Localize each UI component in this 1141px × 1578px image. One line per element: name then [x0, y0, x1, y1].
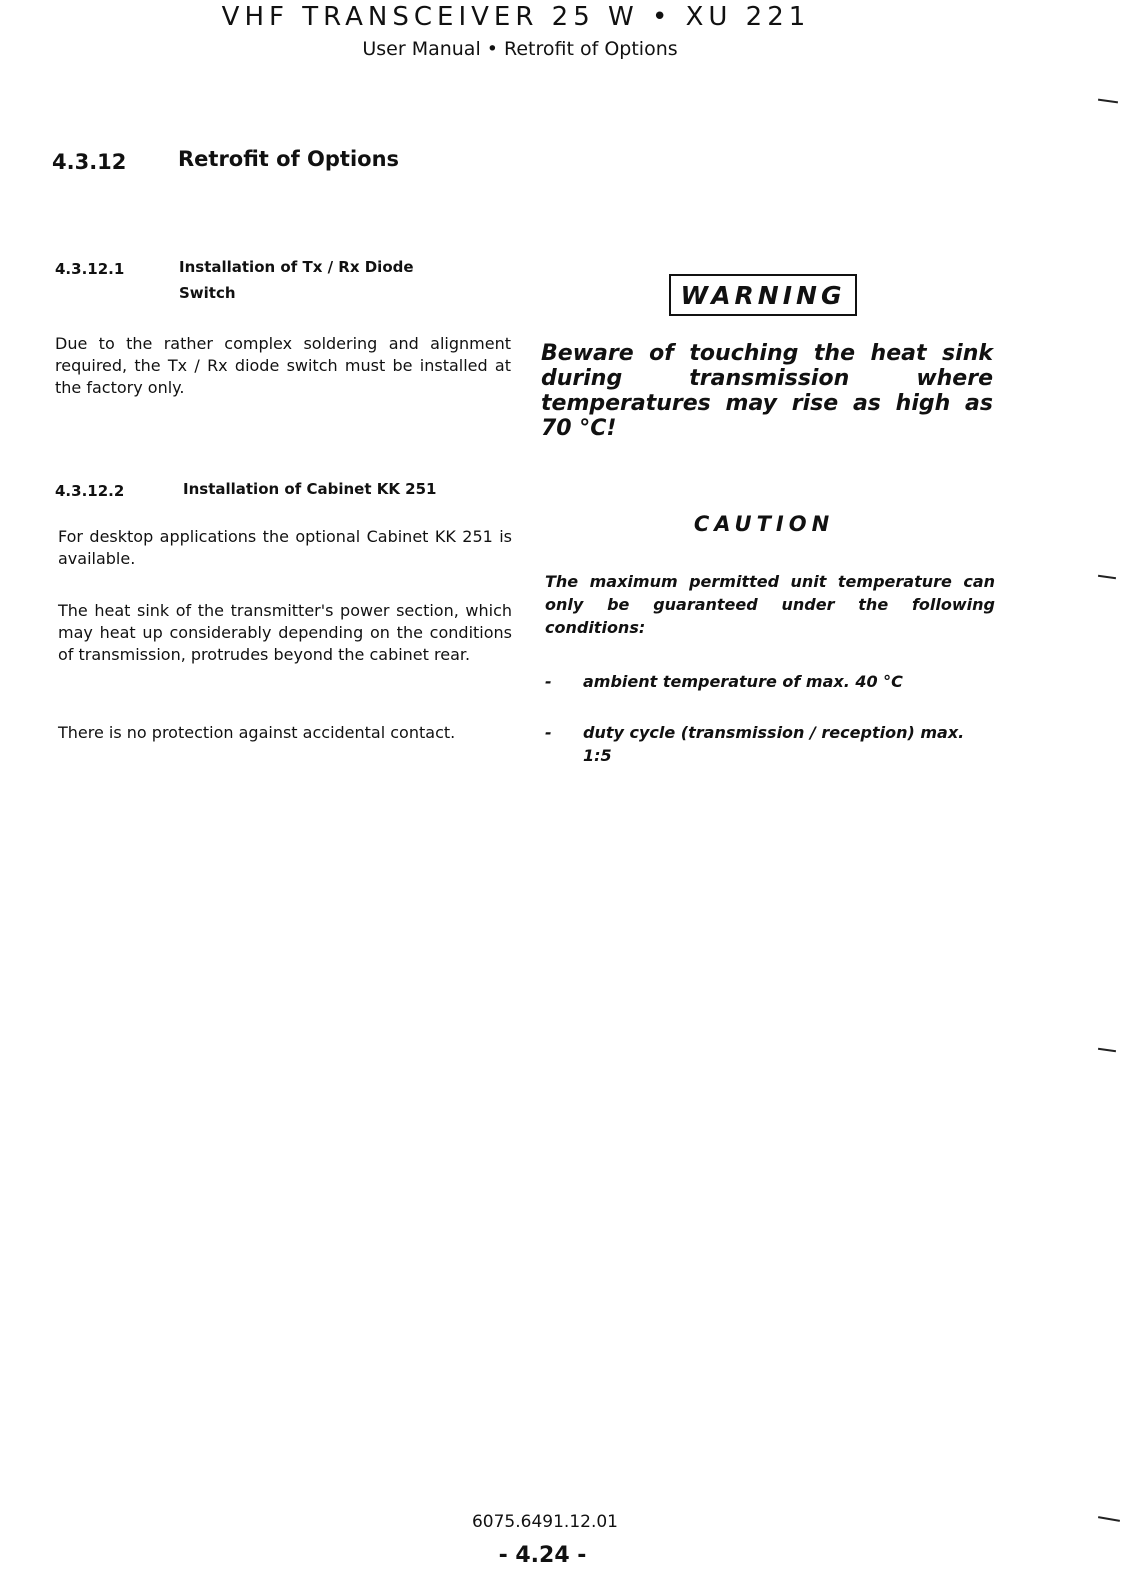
subsection-2-number: 4.3.12.2	[55, 482, 125, 500]
scan-mark	[1098, 99, 1118, 104]
scan-mark	[1098, 1048, 1116, 1052]
subsection-1-title-line2: Switch	[179, 284, 236, 302]
document-title: VHF TRANSCEIVER 25 W • XU 221	[221, 2, 811, 32]
section-number: 4.3.12	[52, 150, 127, 174]
subsection-2-paragraph-3: There is no protection against accidental contact.	[58, 723, 456, 742]
caution-bullet-1-text: ambient temperature of max. 40 °C	[583, 672, 903, 691]
bullet-marker: -	[545, 672, 552, 691]
caution-label: CAUTION	[693, 512, 835, 536]
subsection-2-paragraph-1: For desktop applications the optional Cabinet KK 251 is available.	[58, 527, 512, 568]
subsection-1-title-line1: Installation of Tx / Rx Diode	[179, 258, 414, 276]
subsection-2-title: Installation of Cabinet KK 251	[183, 480, 437, 498]
warning-label-box	[669, 274, 857, 316]
subsection-1-title	[179, 254, 414, 306]
subsection-1-paragraph: Due to the rather complex soldering and alignment required, the Tx / Rx diode switch must be installed at the factory only.	[55, 334, 511, 397]
section-title: Retrofit of Options	[178, 147, 400, 171]
subsection-2-paragraph-2: The heat sink of the transmitter's power section, which may heat up considerably depending on the conditions of transmission, protrudes beyond the cabinet rear.	[58, 601, 512, 664]
document-code: 6075.6491.12.01	[471, 1512, 618, 1532]
scan-mark	[1098, 575, 1116, 579]
page-number: - 4.24 -	[498, 1543, 587, 1568]
subsection-1-number: 4.3.12.1	[55, 260, 125, 278]
document-subtitle: User Manual • Retrofit of Options	[362, 38, 678, 60]
caution-intro: The maximum permitted unit temperature can only be guaranteed under the following conditions:	[545, 572, 995, 637]
bullet-marker: -	[545, 723, 552, 742]
warning-label: WARNING	[680, 280, 846, 310]
caution-bullet-2-text: duty cycle (transmission / reception) max. 1:5	[583, 723, 965, 765]
scan-mark	[1098, 1516, 1120, 1522]
warning-text: Beware of touching the heat sink during transmission where temperatures may rise as high as 70 °C!	[541, 341, 993, 441]
